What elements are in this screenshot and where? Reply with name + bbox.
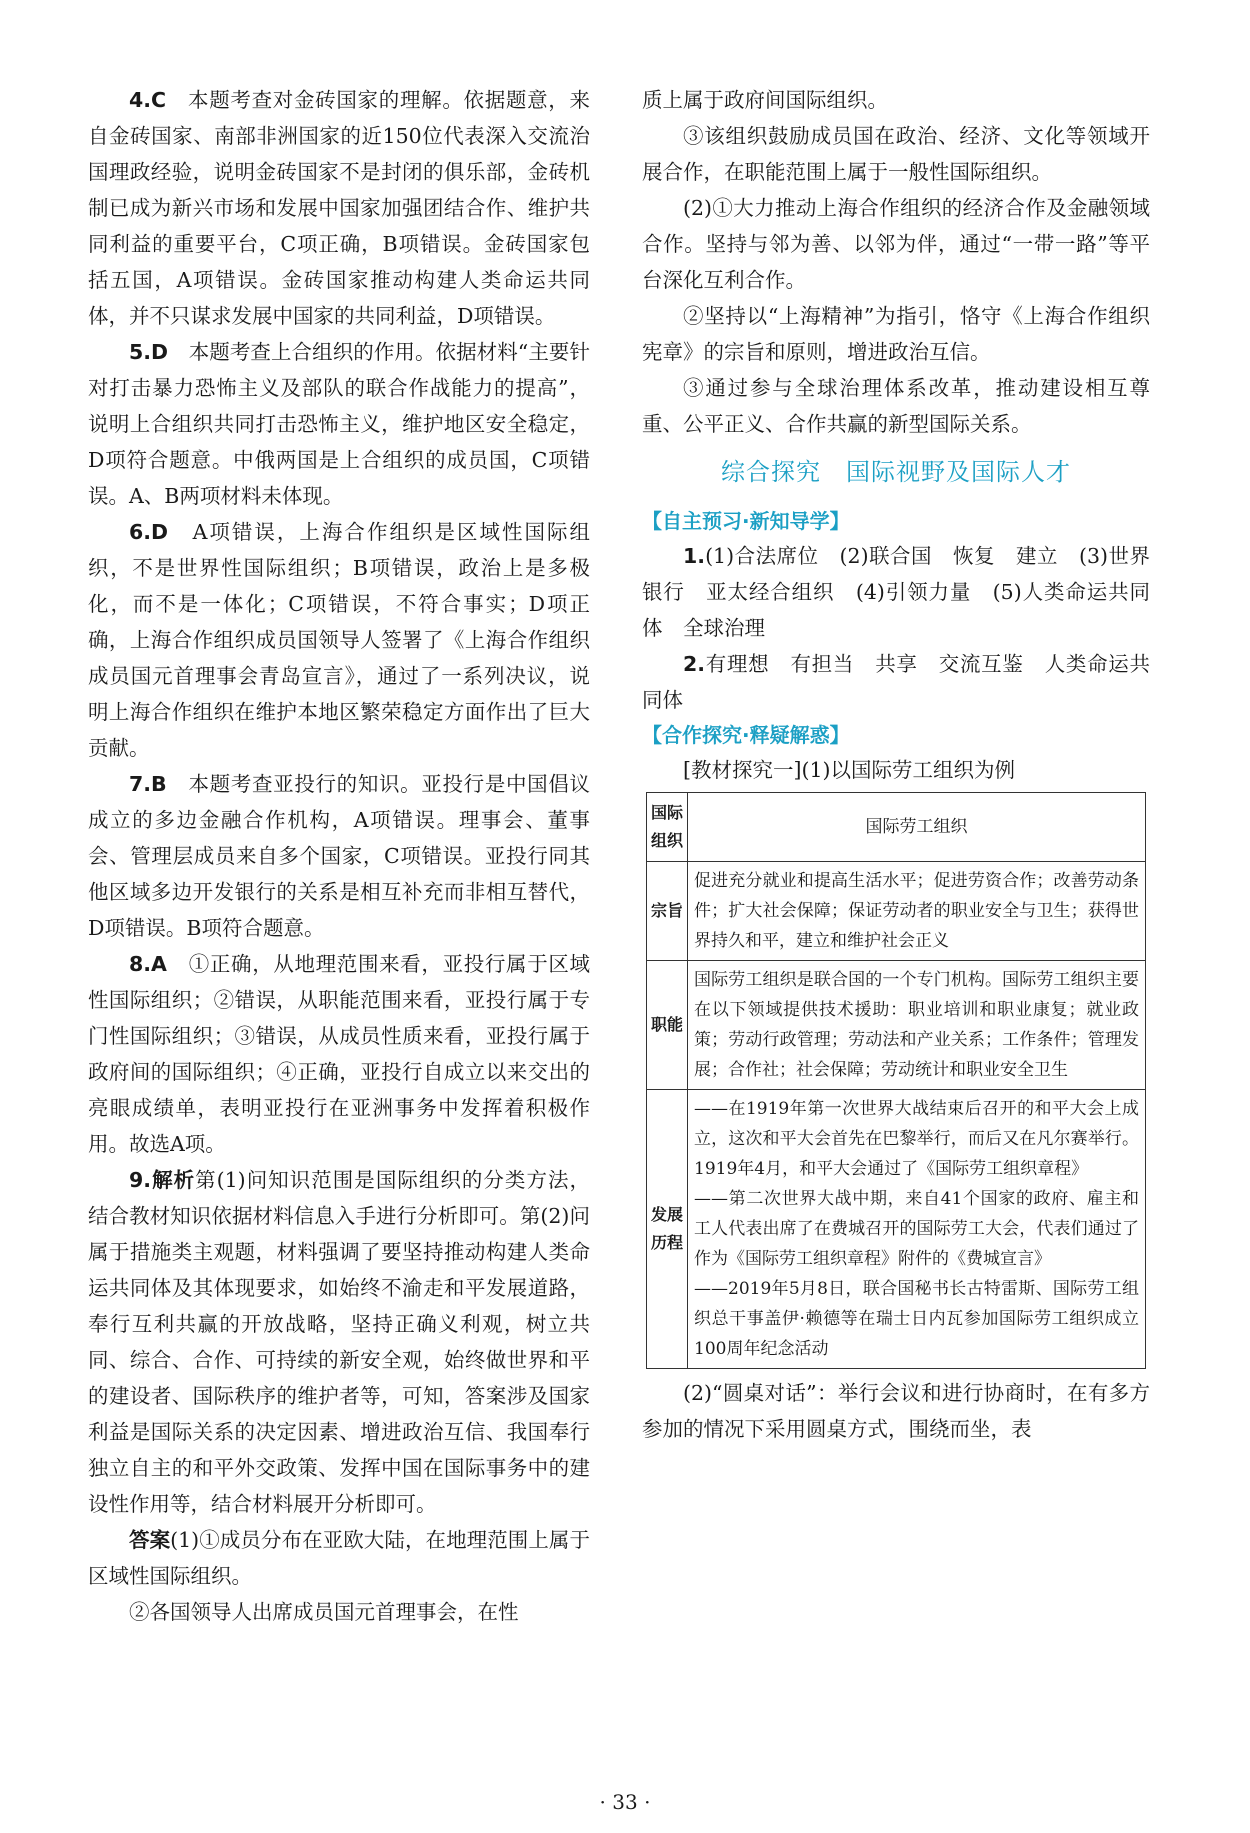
section-title: 综合探究 国际视野及国际人才 — [721, 458, 1071, 486]
left-column — [88, 82, 590, 1630]
answer-9-point-3: ③该组织鼓励成员国在政治、经济、文化等领域开展合作，在职能范围上属于一般性国际组织。 — [642, 124, 1150, 184]
answer-9-answer-cont: ②各国领导人出席成员国元首理事会，在性 — [129, 1600, 519, 1624]
answer-9-part-2-1: (2)①大力推动上海合作组织的经济合作及金融领域合作。坚持与邻为善、以邻为伴，通过“一带一路”等平台深化互利合作。 — [642, 196, 1150, 292]
answer-9-analysis: 9.解析第(1)问知识范围是国际组织的分类方法，结合教材知识依据材料信息入手进行分析即可。第(2)问属于措施类主观题，材料强调了要坚持推动构建人类命运共同体及其体现要求，如始终不渝走和平发展道路，奉行互利共赢的开放战略，坚持正确义利观，树立共同、综合、合作、可持续的新安全观，始终做世界和平的建设者、国际秩序的维护者等，可知，答案涉及国家利益是国际关系的决定因素、增进政治互信、我国奉行独立自主的和平外交政策、发挥中国在国际事务中的建设性作用等，结合材料展开分析即可。 — [88, 1168, 590, 1516]
ilo-table — [646, 792, 1146, 1369]
right-column — [642, 82, 1150, 1447]
answer-7: 7.B 本题考查亚投行的知识。亚投行是中国倡议成立的多边金融合作机构，A项错误。理事会、董事会、管理层成员来自多个国家，C项错误。亚投行同其他区域多边开发银行的关系是相互补充而非相互替代，D项错误。B项符合题意。 — [88, 772, 590, 940]
explore-intro: [教材探究一](1)以国际劳工组织为例 — [683, 758, 1016, 782]
answer-8: 8.A ①正确，从地理范围来看，亚投行属于区域性国际组织；②错误，从职能范围来看，亚投行属于专门性国际组织；③错误，从成员性质来看，亚投行属于政府间的国际组织；④正确，亚投行自成立以来交出的亮眼成绩单，表明亚投行在亚洲事务中发挥着积极作用。故选A项。 — [88, 952, 590, 1156]
answer-9-cont: 质上属于政府间国际组织。 — [642, 88, 888, 112]
preview-item-2: 2.有理想 有担当 共享 交流互鉴 人类命运共同体 — [642, 652, 1150, 712]
history-entry: ——2019年5月8日，联合国秘书长古特雷斯、国际劳工组织总干事盖伊·赖德等在瑞士日内瓦参加国际劳工组织成立100周年纪念活动 — [694, 1279, 1139, 1359]
history-entry: ——第二次世界大战中期，来自41个国家的政府、雇主和工人代表出席了在费城召开的国际劳工大会，代表们通过了作为《国际劳工组织章程》附件的《费城宣言》 — [694, 1189, 1139, 1269]
answer-9-part-2-3: ③通过参与全球治理体系改革，推动建设相互尊重、公平正义、合作共赢的新型国际关系。 — [642, 376, 1150, 436]
answer-6: 6.D A项错误，上海合作组织是区域性国际组织，不是世界性国际组织；B项错误，政治上是多极化，而不是一体化；C项错误，不符合事实；D项正确，上海合作组织成员国领导人签署了《上海合作组织成员国元首理事会青岛宣言》，通过了一系列决议，说明上海合作组织在维护本地区繁荣稳定方面作出了巨大贡献。 — [88, 520, 590, 760]
table-header-label: 国际组织 — [647, 793, 688, 862]
table-row-label: 职能 — [647, 961, 688, 1090]
table-row-label: 发展历程 — [647, 1090, 688, 1369]
explore-heading: 【合作探究·释疑解惑】 — [642, 723, 850, 747]
answer-9-answer: 答案(1)①成员分布在亚欧大陆，在地理范围上属于区域性国际组织。 — [88, 1528, 590, 1588]
table-row-text: 国际劳工组织是联合国的一个专门机构。国际劳工组织主要在以下领域提供技术援助：职业培训和职业康复；就业政策；劳动行政管理；劳动法和产业关系；工作条件；管理发展；合作社；社会保障；劳动统计和职业安全卫生 — [688, 961, 1146, 1090]
after-table-text: (2)“圆桌对话”：举行会议和进行协商时，在有多方参加的情况下采用圆桌方式，围绕而坐，表 — [642, 1381, 1150, 1441]
table-row — [647, 1090, 1146, 1369]
table-row-history — [688, 1090, 1146, 1369]
table-header-row — [647, 793, 1146, 862]
table-row — [647, 961, 1146, 1090]
answer-4: 4.C 本题考查对金砖国家的理解。依据题意，来自金砖国家、南部非洲国家的近150位代表深入交流治国理政经验，说明金砖国家不是封闭的俱乐部，金砖机制已成为新兴市场和发展中国家加强团结合作、维护共同利益的重要平台，C项正确，B项错误。金砖国家包括五国，A项错误。金砖国家推动构建人类命运共同体，并不只谋求发展中国家的共同利益，D项错误。 — [88, 88, 590, 328]
answer-9-part-2-2: ②坚持以“上海精神”为指引，恪守《上海合作组织宪章》的宗旨和原则，增进政治互信。 — [642, 304, 1150, 364]
preview-heading: 【自主预习·新知导学】 — [642, 509, 850, 533]
table-row — [647, 862, 1146, 961]
history-entry: ——在1919年第一次世界大战结束后召开的和平大会上成立，这次和平大会首先在巴黎举行，而后又在凡尔赛举行。1919年4月，和平大会通过了《国际劳工组织章程》 — [694, 1099, 1139, 1179]
page-number: · 33 · — [599, 1790, 651, 1814]
table-row-label: 宗旨 — [647, 862, 688, 961]
preview-item-1: 1.(1)合法席位 (2)联合国 恢复 建立 (3)世界银行 亚太经合组织 (4)引领力量 (5)人类命运共同体 全球治理 — [642, 544, 1150, 640]
table-row-text: 促进充分就业和提高生活水平；促进劳资合作；改善劳动条件；扩大社会保障；保证劳动者的职业安全与卫生；获得世界持久和平，建立和维护社会正义 — [688, 862, 1146, 961]
table-header-value: 国际劳工组织 — [688, 793, 1146, 862]
answer-5: 5.D 本题考查上合组织的作用。依据材料“主要针对打击暴力恐怖主义及部队的联合作战能力的提高”，说明上合组织共同打击恐怖主义，维护地区安全稳定，D项符合题意。中俄两国是上合组织的成员国，C项错误。A、B两项材料未体现。 — [88, 340, 590, 508]
